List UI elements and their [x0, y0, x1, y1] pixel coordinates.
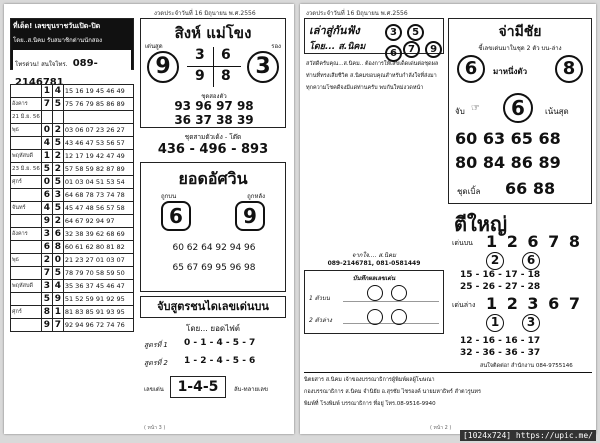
table-cell-big1: 0 — [41, 176, 52, 189]
yod-box — [140, 162, 286, 292]
table-cell-big1: 0 — [41, 124, 52, 137]
promo-phone: 089-2146781 — [15, 58, 98, 88]
ti-bottom-nums: 1 2 3 6 7 — [486, 294, 582, 313]
table-cell-date: จันทร์ — [11, 202, 42, 215]
right-header: งวดประจำวันที่ 16 มิถุนายน พ.ศ.2556 — [306, 10, 408, 17]
table-cell-nums: 51 52 59 91 92 95 — [63, 293, 133, 306]
table-cell-date — [11, 241, 42, 254]
blank-row1-label: 1 ตัวบน — [309, 295, 330, 302]
table-row — [11, 293, 134, 306]
jab-note: เน้นสุด — [545, 107, 569, 116]
table-cell-big1 — [41, 111, 52, 124]
tail-label: เลขเด่น — [144, 386, 164, 393]
yod-top-num: 6 — [161, 201, 191, 231]
table-row — [11, 202, 134, 215]
promo-line1: ที่เด็ด! เลขขุนราชวันเปิด-ปิด — [13, 22, 101, 30]
table-cell-date: พุธ — [11, 254, 42, 267]
table-cell-big2: 5 — [52, 98, 63, 111]
table-cell-big2: 9 — [52, 293, 63, 306]
table-cell-nums: 64 68 78 73 74 78 — [63, 189, 133, 202]
table-cell-nums: 01 03 04 51 53 54 — [63, 176, 133, 189]
table-cell-big2: 2 — [52, 163, 63, 176]
jam-right-circle: 8 — [555, 55, 583, 83]
table-row — [11, 319, 134, 332]
grid-cell-2: 6 — [221, 47, 231, 63]
jam-tail: 66 88 — [505, 179, 556, 198]
pair-row1: 93 96 97 98 — [174, 99, 254, 113]
grid-cell-4: 8 — [221, 68, 231, 84]
ti-top-row1: 15 - 16 - 17 - 18 — [460, 270, 541, 280]
table-cell-big2: 4 — [52, 85, 63, 98]
table-cell-nums: 15 16 19 45 46 49 — [63, 85, 133, 98]
table-cell-big2: 1 — [52, 306, 63, 319]
blank-circle-1 — [367, 285, 383, 301]
right-page-number: ( หน้า 2 ) — [430, 425, 452, 431]
table-row — [11, 111, 134, 124]
table-cell-date — [11, 189, 42, 202]
table-cell-big2: 5 — [52, 176, 63, 189]
tail-box: 1-4-5 — [170, 376, 226, 398]
table-cell-nums: 78 79 70 58 59 50 — [63, 267, 133, 280]
story-num-1: 3 — [385, 24, 402, 41]
table-cell-nums — [63, 111, 133, 124]
story-nums2 — [403, 37, 442, 58]
table-row — [11, 124, 134, 137]
table-cell-nums: 35 36 37 45 46 47 — [63, 280, 133, 293]
watermark: [1024x724] https://upic.me/ — [460, 430, 596, 441]
tail-note: ลับ-ทลายเลข — [234, 386, 268, 393]
ti-bottom-circle-1: 1 — [486, 314, 504, 332]
yod-title: ยอดอัศวิน — [178, 169, 248, 188]
story-num-3: 6 — [385, 45, 402, 62]
table-cell-big2: 4 — [52, 280, 63, 293]
table-row — [11, 98, 134, 111]
story-sign: จากใจ.... ส.นิคม — [351, 252, 397, 259]
formula2: 1 - 2 - 4 - 5 - 6 — [184, 356, 256, 366]
table-row — [11, 137, 134, 150]
pair-row2: 36 37 38 39 — [174, 113, 254, 127]
table-cell-big1: 8 — [41, 306, 52, 319]
jam-row2: 80 84 86 89 — [455, 153, 561, 172]
formula1-label: สูตรที่ 1 — [144, 341, 168, 349]
table-cell-date: ศุกร์ — [11, 176, 42, 189]
table-cell-big1: 5 — [41, 293, 52, 306]
table-cell-nums: 21 23 27 01 03 07 — [63, 254, 133, 267]
direct-label: เด่นสูด — [145, 43, 163, 50]
main-right-circle: 3 — [247, 51, 279, 83]
left-page-number: ( หน้า 3 ) — [144, 425, 166, 431]
formula1: 0 - 1 - 4 - 5 - 7 — [184, 338, 256, 348]
jam-box — [448, 18, 592, 204]
table-cell-big1: 5 — [41, 163, 52, 176]
table-row — [11, 306, 134, 319]
credits-line1: นิตยสาร ส.นิคม เจ้าของบรรณาธิการผู้พิมพ์ผลผู้โฆษณา — [304, 377, 435, 383]
table-cell-nums: 57 58 59 82 87 89 — [63, 163, 133, 176]
table-cell-big2: 5 — [52, 202, 63, 215]
table-cell-date: พฤหัสบดี — [11, 280, 42, 293]
left-page — [4, 4, 294, 434]
ti-bottom-label: เด่นล่าง — [452, 301, 476, 309]
jam-left-circle: 6 — [457, 55, 485, 83]
story-title: เล่าสู่กันฟัง — [309, 24, 360, 37]
ti-phone: สนใจติดต่อ! สำนักงาน 084-9755146 — [480, 363, 573, 369]
credits-line2: กองบรรณาธิการ ส.นิคม จำนิยัย อ.สุรชัย ไชรองค์ นายมหาธิพร์ สำตวรูนทร — [304, 389, 481, 395]
main-left-circle: 9 — [147, 51, 179, 83]
credits-box — [304, 372, 592, 419]
table-cell-nums: 81 83 85 91 93 95 — [63, 306, 133, 319]
blank-circle-4 — [391, 309, 407, 325]
formula-sub: โดย... ยอดไฟต์ — [186, 324, 240, 333]
table-row — [11, 228, 134, 241]
table-row — [11, 254, 134, 267]
story-contact: 089-2146781, 081-0581449 — [327, 260, 421, 267]
table-cell-big1: 1 — [41, 150, 52, 163]
table-cell-big1: 9 — [41, 319, 52, 332]
yod-row2: 65 67 69 95 96 98 — [172, 263, 256, 273]
promo-line2: โดย..ส.นิคม รับสมาชิกด่านนักสอง — [13, 37, 103, 44]
ti-top-row2: 25 - 26 - 27 - 28 — [460, 282, 541, 292]
ti-bottom-row2: 32 - 36 - 36 - 37 — [460, 348, 541, 358]
table-row — [11, 280, 134, 293]
ti-top-circle-2: 6 — [522, 252, 540, 270]
formula-title-box — [140, 296, 286, 318]
table-cell-nums: 12 17 19 42 47 49 — [63, 150, 133, 163]
ti-title: ตีใหญ่ — [454, 212, 507, 236]
story-num-5: 9 — [425, 41, 442, 58]
table-row — [11, 176, 134, 189]
formula-title: จับสูตรชนไดเลขเด่นบน — [157, 300, 269, 313]
jam-mid: มาหนึ่งตัว — [493, 67, 528, 76]
table-cell-date — [11, 267, 42, 280]
table-cell-date: 23 มิ.ย. 56 — [11, 163, 42, 176]
ti-top-nums: 1 2 6 7 8 — [486, 232, 582, 251]
story-by: โดย... ส.นิคม — [309, 42, 366, 52]
grid-cell-3: 9 — [195, 68, 205, 84]
table-cell-big1: 2 — [41, 254, 52, 267]
table-cell-date: อังคาร — [11, 98, 42, 111]
story-num-4: 7 — [403, 41, 420, 58]
jam-tail-label: ชุดเบิ้ล — [457, 187, 481, 196]
table-cell-big2: 2 — [52, 124, 63, 137]
table-cell-nums: 32 38 39 62 68 69 — [63, 228, 133, 241]
table-cell-big2: 5 — [52, 137, 63, 150]
story-num-2: 5 — [407, 24, 424, 41]
right-page — [300, 4, 596, 434]
promo-line3-label: โทรด่วน! สนใจโทร. — [15, 61, 68, 68]
table-cell-date: ศุกร์ — [11, 306, 42, 319]
table-row — [11, 241, 134, 254]
ti-top-label: เด่นบน — [452, 239, 473, 247]
three-label: ชุดสามตัวเด้ง - โต๊ด — [184, 133, 242, 141]
singh-title: สิงห์ แม่โขง — [174, 24, 252, 42]
pointing-hand-icon: ☞ — [471, 103, 480, 114]
table-row — [11, 189, 134, 202]
jab-circle: 6 — [503, 93, 533, 123]
cross-grid — [187, 47, 241, 87]
table-cell-big2 — [52, 111, 63, 124]
table-cell-nums: 64 67 92 94 97 — [63, 215, 133, 228]
table-cell-big1: 6 — [41, 189, 52, 202]
table-cell-nums: 92 94 96 72 74 76 — [63, 319, 133, 332]
table-row — [11, 85, 134, 98]
blank-circle-2 — [391, 285, 407, 301]
ti-top-circle-1: 2 — [486, 252, 504, 270]
table-cell-nums: 75 76 79 85 86 89 — [63, 98, 133, 111]
table-row — [11, 163, 134, 176]
jam-row1: 60 63 65 68 — [455, 129, 561, 148]
table-cell-date — [11, 85, 42, 98]
table-cell-date — [11, 215, 42, 228]
table-cell-big2: 8 — [52, 241, 63, 254]
table-cell-nums: 03 06 07 23 26 27 — [63, 124, 133, 137]
table-cell-big1: 7 — [41, 98, 52, 111]
table-cell-big2: 5 — [52, 267, 63, 280]
blank-title: บันทึกผลเลขเด่น — [352, 275, 396, 282]
table-cell-big2: 3 — [52, 189, 63, 202]
yod-bottom-num: 9 — [235, 201, 265, 231]
story-text: สวัสดีครับคุณ...ส.นิคม.. ต้องการให้เลขเด็ดเด่นต่อชุดผลท่านที่ทรงเสียชีวิต ส.นิคมขอบคุณสำหรับกำลังใจที่ส่งมา ทุกความโชคดีจงมีแด่ท่านครับ พบกันใหม่งวดหน้า — [306, 61, 439, 91]
singh-box — [140, 18, 286, 128]
back-label: รอง — [271, 43, 281, 50]
table-cell-date: อังคาร — [11, 228, 42, 241]
pair-label: ชุดสองตัว — [201, 93, 227, 100]
table-cell-date — [11, 319, 42, 332]
table-cell-big2: 2 — [52, 150, 63, 163]
grid-cell-1: 3 — [195, 47, 205, 63]
blank-box — [304, 270, 444, 334]
three-row: 436 - 496 - 893 — [157, 142, 269, 157]
formula2-label: สูตรที่ 2 — [144, 359, 168, 367]
table-cell-nums: 45 47 48 56 57 58 — [63, 202, 133, 215]
yod-bottom-label: ถูกหลัง — [247, 193, 265, 200]
table-cell-big2: 6 — [52, 228, 63, 241]
credits-line3: พิมพ์ที่ โรงพิมพ์ บรรณาธิการ ที่อยู่ โทร.08-9516-9940 — [304, 401, 436, 407]
ti-bottom-row1: 12 - 16 - 16 - 17 — [460, 336, 541, 346]
table-cell-big1: 3 — [41, 228, 52, 241]
blank-circle-3 — [367, 309, 383, 325]
table-cell-big2: 0 — [52, 254, 63, 267]
table-cell-big1: 3 — [41, 280, 52, 293]
jab-label: จับ — [455, 107, 465, 116]
left-header: งวดประจำวันที่ 16 มิถุนายน พ.ศ.2556 — [154, 10, 256, 17]
table-cell-date: พุธ — [11, 124, 42, 137]
promo-box — [10, 18, 134, 88]
table-cell-date — [11, 137, 42, 150]
daily-table — [10, 84, 134, 332]
table-cell-big1: 4 — [41, 137, 52, 150]
table-cell-big1: 6 — [41, 241, 52, 254]
jam-sub: ชี้เลขเด่นมาในชุด 2 ตัว บน-ล่าง — [478, 45, 562, 52]
yod-row1: 60 62 64 92 94 96 — [172, 243, 256, 253]
yod-top-label: ถูกบน — [161, 193, 177, 200]
blank-row2-label: 2 ตัวล่าง — [309, 317, 332, 324]
story-title-box — [304, 18, 444, 59]
table-row — [11, 267, 134, 280]
table-cell-date: พฤหัสบดี — [11, 150, 42, 163]
ti-bottom-circle-2: 3 — [522, 314, 540, 332]
table-cell-big1: 7 — [41, 267, 52, 280]
table-row — [11, 215, 134, 228]
table-cell-big2: 7 — [52, 319, 63, 332]
table-cell-date — [11, 293, 42, 306]
jam-title: จ่ามีชัย — [498, 24, 542, 40]
table-cell-date: 21 มิ.ย. 56 — [11, 111, 42, 124]
table-cell-nums: 43 46 47 53 56 57 — [63, 137, 133, 150]
table-cell-big1: 9 — [41, 215, 52, 228]
table-cell-nums: 60 61 62 80 81 82 — [63, 241, 133, 254]
table-cell-big1: 1 — [41, 85, 52, 98]
table-cell-big1: 4 — [41, 202, 52, 215]
table-cell-big2: 2 — [52, 215, 63, 228]
table-row — [11, 150, 134, 163]
